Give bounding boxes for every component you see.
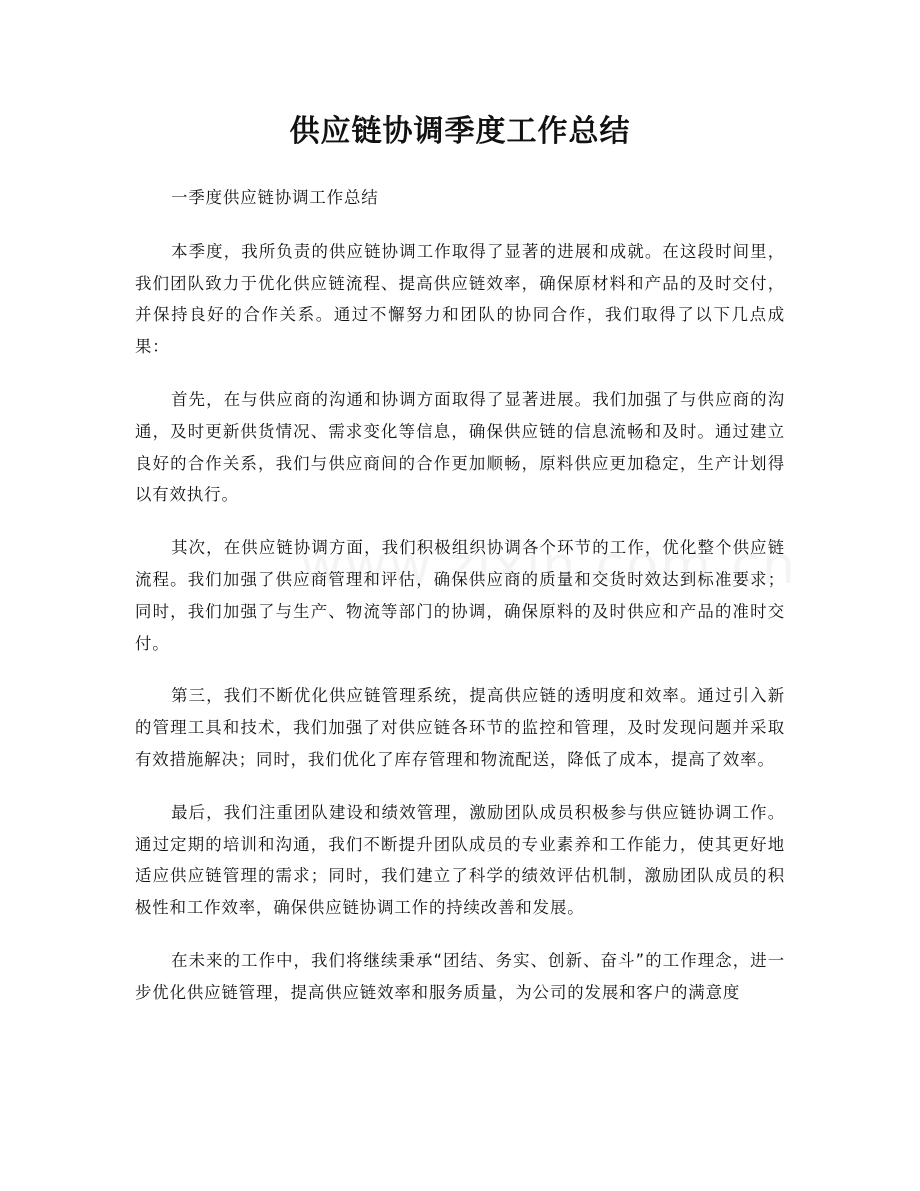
paragraph-last: 最后，我们注重团队建设和绩效管理，激励团队成员积极参与供应链协调工作。通过定期的培训和沟通，我们不断提升团队成员的专业素养和工作能力，使其更好地适应供应链管理的需求；同时，我们建立了科学的绩效评估机制，激励团队成员的积极性和工作效率，确保供应链协调工作的持续改善和发展。 bbox=[135, 802, 785, 918]
paragraph-future: 在未来的工作中，我们将继续秉承“团结、务实、创新、奋斗”的工作理念，进一步优化供应链管理，提高供应链效率和服务质量，为公司的发展和客户的满意度 bbox=[135, 950, 785, 1002]
section-heading: 一季度供应链协调工作总结 bbox=[171, 188, 379, 207]
paragraph-intro: 本季度，我所负责的供应链协调工作取得了显著的进展和成就。在这段时间里，我们团队致力于优化供应链流程、提高供应链效率，确保原材料和产品的及时交付，并保持良好的合作关系。通过不懈努力和团队的协同合作，我们取得了以下几点成果： bbox=[135, 241, 785, 357]
document-title: 供应链协调季度工作总结 bbox=[289, 114, 631, 149]
paragraph-first: 首先，在与供应商的沟通和协调方面取得了显著进展。我们加强了与供应商的沟通，及时更新供货情况、需求变化等信息，确保供应链的信息流畅和及时。通过建立良好的合作关系，我们与供应商间的合作更加顺畅，原料供应更加稳定，生产计划得以有效执行。 bbox=[135, 389, 785, 505]
document-body bbox=[135, 182, 785, 1030]
paragraph-third: 第三，我们不断优化供应链管理系统，提高供应链的透明度和效率。通过引入新的管理工具和技术，我们加强了对供应链各环节的监控和管理，及时发现问题并采取有效措施解决；同时，我们优化了库存管理和物流配送，降低了成本，提高了效率。 bbox=[135, 686, 785, 769]
paragraph-second: 其次，在供应链协调方面，我们积极组织协调各个环节的工作，优化整个供应链流程。我们加强了供应商管理和评估，确保供应商的质量和交货时效达到标准要求；同时，我们加强了与生产、物流等部门的协调，确保原料的及时供应和产品的准时交付。 bbox=[135, 538, 785, 653]
